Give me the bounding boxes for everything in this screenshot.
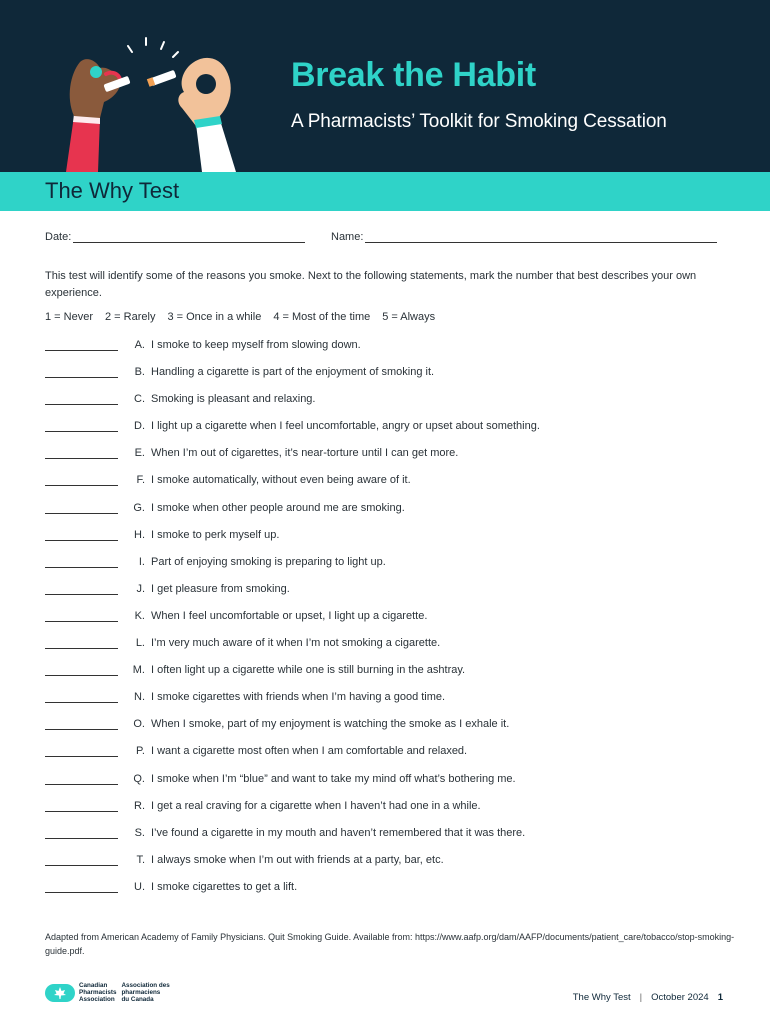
answer-blank[interactable] (45, 393, 118, 405)
statement-row (45, 420, 745, 447)
answer-blank[interactable] (45, 691, 118, 703)
statement-text: When I’m out of cigarettes, it’s near-torture until I can get more. (151, 447, 459, 460)
answer-blank[interactable] (45, 610, 118, 622)
statement-row (45, 718, 745, 745)
statement-text: I smoke when other people around me are smoking. (151, 501, 405, 514)
statement-text: When I feel uncomfortable or upset, I light up a cigarette. (151, 609, 428, 622)
statement-row (45, 502, 745, 529)
statement-letter: B. (134, 366, 145, 379)
statement-letter: M. (132, 664, 145, 677)
maple-leaf-logo-icon (45, 984, 75, 1002)
name-input-line[interactable] (365, 231, 717, 243)
statement-letter: S. (134, 826, 145, 839)
statement-text: I light up a cigarette when I feel uncomfortable, angry or upset about something. (151, 420, 540, 433)
name-label: Name: (331, 231, 364, 243)
date-field[interactable] (45, 231, 305, 243)
statement-row (45, 881, 745, 908)
logo-text-en: Canadian (79, 982, 108, 989)
statement-text: Part of enjoying smoking is preparing to light up. (151, 555, 386, 568)
answer-blank[interactable] (45, 637, 118, 649)
scale-item: 3 = Once in a while (167, 311, 262, 323)
answer-blank[interactable] (45, 447, 118, 459)
statement-text: I smoke cigarettes to get a lift. (151, 880, 298, 893)
page-subtitle: A Pharmacists’ Toolkit for Smoking Cessation (291, 111, 667, 132)
statement-text: I smoke cigarettes with friends when I’m having a good time. (151, 691, 446, 704)
statement-letter: I. (138, 555, 145, 568)
statement-letter: J. (136, 582, 145, 595)
statement-letter: Q. (133, 772, 145, 785)
statement-letter: G. (133, 501, 145, 514)
statement-row (45, 664, 745, 691)
statement-row (45, 366, 745, 393)
answer-blank[interactable] (45, 745, 118, 757)
name-field[interactable] (331, 231, 717, 243)
statement-letter: R. (134, 799, 145, 812)
answer-blank[interactable] (45, 718, 118, 730)
answer-blank[interactable] (45, 420, 118, 432)
intro-text: This test will identify some of the reasons you smoke. Next to the following statements, mark the number that best describes your own experience. (45, 270, 697, 299)
answer-blank[interactable] (45, 827, 118, 839)
statement-row (45, 583, 745, 610)
answer-blank[interactable] (45, 881, 118, 893)
statement-text: I get pleasure from smoking. (151, 582, 290, 595)
statement-text: I want a cigarette most often when I am comfortable and relaxed. (151, 745, 468, 758)
statement-letter: F. (136, 474, 145, 487)
statement-row (45, 745, 745, 772)
statement-letter: P. (136, 745, 145, 758)
statement-letter: O. (133, 718, 145, 731)
statement-row (45, 339, 745, 366)
statement-text: When I smoke, part of my enjoyment is watching the smoke as I exhale it. (151, 718, 510, 731)
answer-blank[interactable] (45, 854, 118, 866)
header-banner (0, 0, 770, 172)
statement-letter: T. (136, 853, 145, 866)
answer-blank[interactable] (45, 800, 118, 812)
date-label: Date: (45, 231, 72, 243)
logo-wordmark (79, 983, 175, 1003)
statement-letter: N. (134, 691, 145, 704)
scale-item: 2 = Rarely (105, 311, 156, 323)
statement-text: I’m very much aware of it when I’m not smoking a cigarette. (151, 637, 441, 650)
statement-letter: K. (134, 609, 145, 622)
page-number: 1 (717, 992, 723, 1003)
answer-blank[interactable] (45, 502, 118, 514)
page-title: Break the Habit (291, 56, 536, 94)
answer-blank[interactable] (45, 474, 118, 486)
answer-blank[interactable] (45, 339, 118, 351)
footer-separator: | (639, 992, 643, 1003)
statement-row (45, 637, 745, 664)
statement-letter: D. (134, 420, 145, 433)
statement-row (45, 529, 745, 556)
statement-text: Smoking is pleasant and relaxing. (151, 393, 316, 406)
scale-item: 1 = Never (45, 311, 93, 323)
footer-date: October 2024 (651, 992, 709, 1003)
logo-text-fr: du Canada (121, 995, 154, 1003)
statement-text: I smoke to perk myself up. (151, 528, 280, 541)
section-title: The Why Test (45, 178, 180, 203)
answer-blank[interactable] (45, 664, 118, 676)
scale-item: 5 = Always (382, 311, 436, 323)
answer-blank[interactable] (45, 529, 118, 541)
answer-blank[interactable] (45, 773, 118, 785)
logo-text-en: Pharmacists (79, 988, 117, 996)
statement-row (45, 447, 745, 474)
statement-row (45, 773, 745, 800)
statement-row (45, 610, 745, 637)
statement-letter: H. (134, 528, 145, 541)
answer-blank[interactable] (45, 366, 118, 378)
statement-letter: E. (134, 447, 145, 460)
statement-row (45, 691, 745, 718)
statement-text: I always smoke when I’m out with friends at a party, bar, etc. (151, 853, 444, 866)
statement-letter: C. (134, 393, 145, 406)
statement-letter: U. (134, 880, 145, 893)
statement-row (45, 393, 745, 420)
rating-scale (45, 311, 447, 323)
statement-text: I get a real craving for a cigarette when I haven’t had one in a while. (151, 799, 481, 812)
logo-text-fr: pharmaciens (121, 988, 161, 996)
source-footnote: Adapted from American Academy of Family Physicians. Quit Smoking Guide. Available from: https://www.aafp.org/dam/AAFP/documents/patient_care/tobacco/stop-smoking-guide.pdf. (45, 932, 735, 956)
statement-text: Handling a cigarette is part of the enjoyment of smoking it. (151, 366, 435, 379)
statement-text: I smoke to keep myself from slowing down. (151, 339, 361, 351)
statement-row (45, 800, 745, 827)
statement-list (45, 339, 745, 908)
answer-blank[interactable] (45, 556, 118, 568)
statement-text: I smoke automatically, without even being aware of it. (151, 474, 411, 487)
hands-breaking-cigarette-illustration (60, 28, 250, 172)
statement-row (45, 556, 745, 583)
page-footer (573, 992, 723, 1003)
statement-row (45, 827, 745, 854)
scale-item: 4 = Most of the time (273, 311, 371, 323)
logo-text-en: Association (79, 995, 115, 1003)
statement-row (45, 854, 745, 881)
date-input-line[interactable] (73, 231, 305, 243)
footer-doc-title: The Why Test (572, 992, 631, 1003)
answer-blank[interactable] (45, 583, 118, 595)
statement-row (45, 474, 745, 501)
statement-letter: A. (134, 339, 145, 351)
statement-text: I’ve found a cigarette in my mouth and haven’t remembered that it was there. (151, 826, 526, 839)
cpha-logo (45, 983, 175, 1003)
logo-text-fr: Association des (121, 982, 170, 989)
statement-letter: L. (135, 637, 145, 650)
statement-text: I smoke when I’m “blue” and want to take my mind off what’s bothering me. (151, 772, 516, 785)
statement-text: I often light up a cigarette while one is still burning in the ashtray. (151, 664, 466, 677)
